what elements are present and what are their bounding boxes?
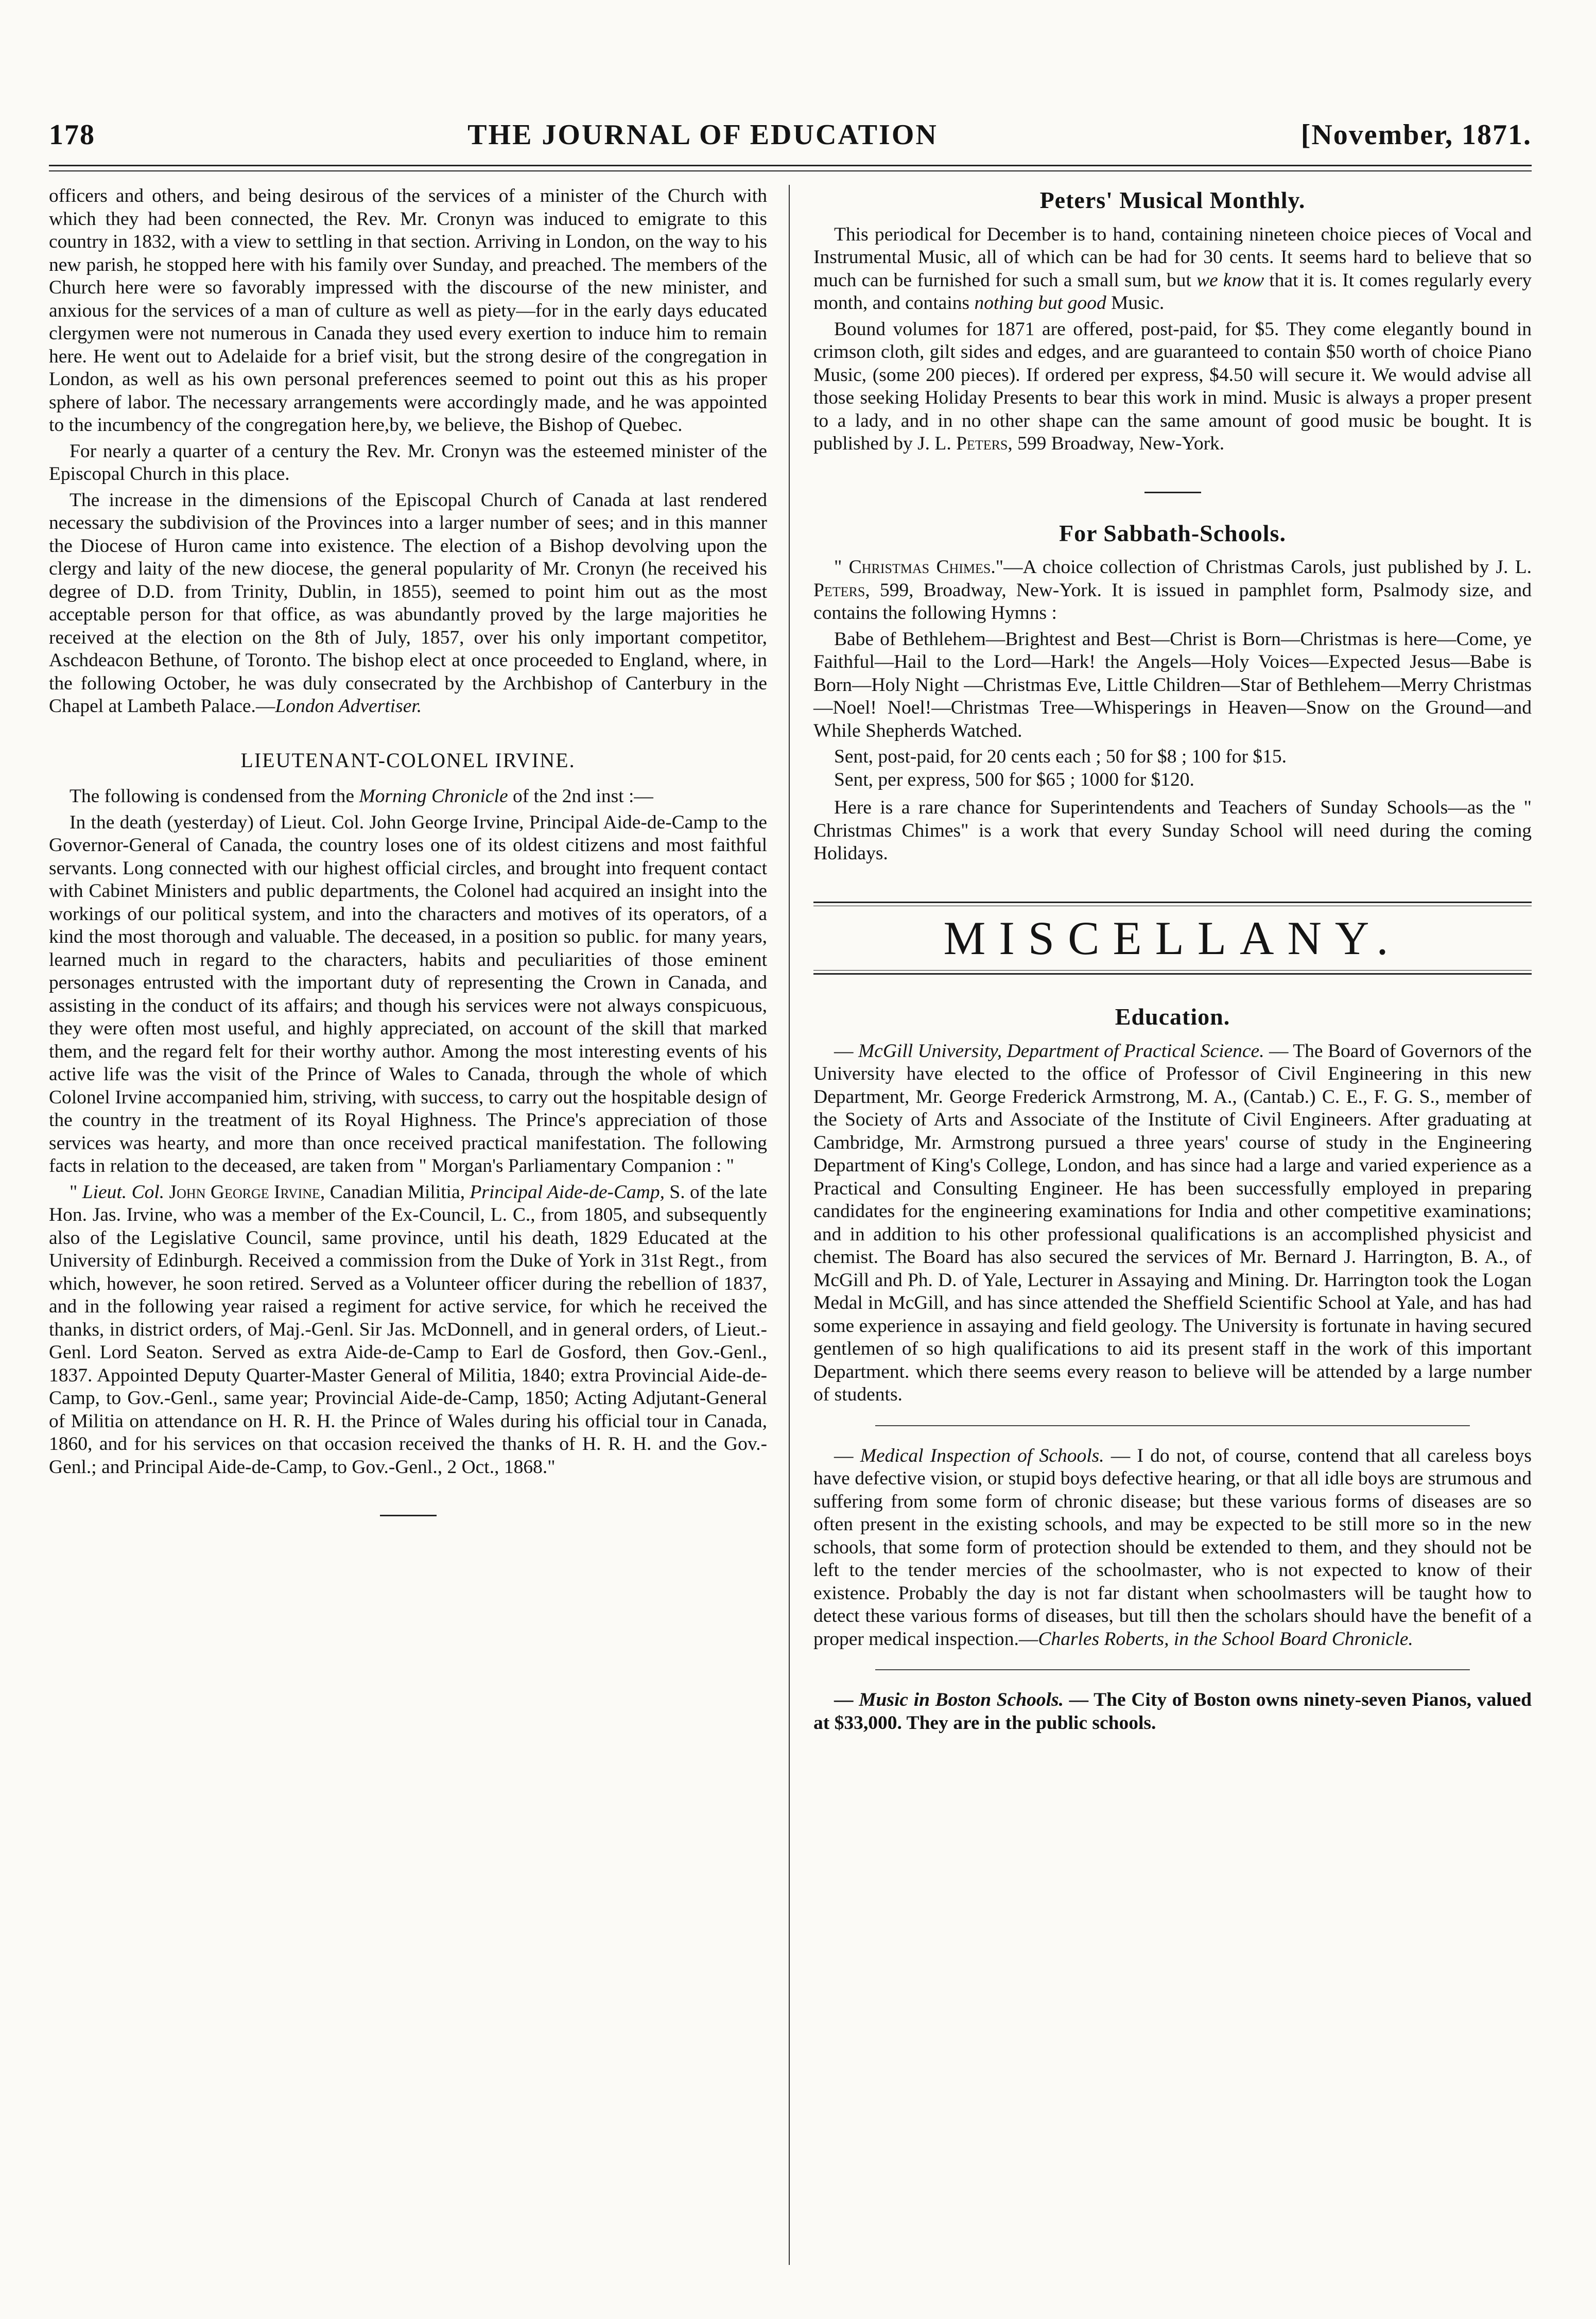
medical-title: Medical Inspection of Schools.	[860, 1445, 1104, 1466]
cronyn-paragraph-2: For nearly a quarter of a century the Rev. Mr. Cronyn was the esteemed minister of the Episcopal Church in this place.	[49, 440, 767, 484]
sabbath-hymn-list: Babe of Bethlehem—Brightest and Best—Christ is Born—Christmas is here—Come, ye Faithful—Hail to the Lord—Hark! the Angels—Holy Voices—Expected Jesus—Babe is Born—Holy Night —Christmas Eve, Little Children—Star of Bethlehem—Merry Christmas—Noel! Noel!—Christmas Tree—Whisperings in Heaven—Snow on the Ground—and While Shepherds Watched.	[813, 628, 1532, 741]
irvine-quote	[49, 1181, 767, 1479]
journal-title: THE JOURNAL OF EDUCATION	[467, 119, 938, 151]
irvine-quote-b: , Canadian Militia,	[320, 1181, 470, 1203]
sabbath-paragraph-1	[813, 556, 1532, 625]
sabbath-p1-b: ."—A choice collection of Christmas Carols, just published by J. L.	[991, 557, 1532, 578]
peters-p1-em2: nothing but good	[974, 292, 1106, 314]
boston-title: Music in Boston Schools.	[859, 1689, 1064, 1710]
irvine-intro-source: Morning Chronicle	[359, 786, 508, 807]
mcgill-body: — The Board of Governors of the University have elected to the office of Professor of Civil Engineering in this new Department, Mr. George Frederick Armstrong, M. A., (Cantab.) C. E., F. G. S., member of the Society of Arts and Associate of the Institute of Civil Engineers. After graduating at Cambridge, Mr. Armstrong pursued a three years' course of study in the Engineering Department of King's College, London, and has since had a large and varied experience as a Practical and Consulting Engineer. He has been successfully employed in preparing candidates for the engineering examinations for India and other competitive examinations; and in addition to his other professional qualifications is an accomplished physicist and chemist. The Board has also secured the services of Mr. Bernard J. Harrington, B. A., of McGill and Ph. D. of Yale, Lecturer in Assaying and Mining. Dr. Harrington took the Logan Medal in McGill, and has since attended the Sheffield Scientific School at Yale, and has had some experience in assaying and field geology. The University is fortunate in having secured gentlemen of so high qualifications to aid its present staff in the work of this important Department. which there seems every reason to believe will be attended by a large number of students.	[813, 1040, 1532, 1405]
miscellany-rule-bottom	[813, 970, 1532, 975]
miscellany-rule-top	[813, 902, 1532, 906]
mcgill-paragraph	[813, 1040, 1532, 1407]
sabbath-p1-c: , 599, Broadway, New-York. It is issued in pamphlet form, Psalmody size, and contains the following Hymns :	[813, 579, 1532, 624]
irvine-quote-name: John George Irvine	[164, 1181, 320, 1203]
cronyn-paragraph-1: officers and others, and being desirous of the services of a minister of the Church with which they had been connected, the Rev. Mr. Cronyn was induced to emigrate to this country in 1832, with a view to settling in that section. Arriving in London, on the way to his new parish, he stopped here with his family over Sunday, and preached. The members of the Church here were so favorably impressed with the discourse of the new minister, and anxious for the services of a man of culture as well as piety—for in the early days educated clergymen were not numerous in Canada they used every exertion to induce him to remain here. He went out to Adelaide for a brief visit, but the strong desire of the congregation in London, as well as his own personal preferences seemed to point out this as his proper sphere of labor. The necessary arrangements were accordingly made, and he was appointed to the incumbency of the congregation here,by, we believe, the Bishop of Quebec.	[49, 185, 767, 436]
header-rule	[49, 165, 1532, 171]
mcgill-title: McGill University, Department of Practical Science.	[858, 1040, 1264, 1062]
peters-p1-c: Music.	[1106, 292, 1165, 314]
peters-end-rule	[1144, 492, 1201, 493]
sabbath-p1-title: Christmas Chimes	[848, 557, 991, 578]
sabbath-heading: For Sabbath-Schools.	[1059, 520, 1286, 546]
sabbath-paragraph-3: Here is a rare chance for Superintendents and Teachers of Sunday Schools—as the " Christmas Chimes" is a work that every Sunday School will need during the coming Holidays.	[813, 797, 1532, 864]
peters-p1-em1: we know	[1196, 269, 1264, 291]
left-column	[49, 185, 767, 1738]
peters-p2-name: Peters	[956, 433, 1008, 454]
peters-heading: Peters' Musical Monthly.	[1039, 187, 1306, 213]
peters-p1-b: that it is. It comes regularly every month, and contains	[813, 269, 1532, 314]
irvine-paragraph-1: In the death (yesterday) of Lieut. Col. John George Irvine, Principal Aide-de-Camp to the Governor-General of Canada, the country loses one of its oldest citizens and most faithful servants. Long connected with our highest official circles, and brought into frequent contact with Cabinet Ministers and public departments, the Colonel had acquired an insight into the workings of our political system, and into the characters and motives of its operators, of a kind the most thorough and valuable. The deceased, in a position so public. for many years, learned much in regard to the characters, habits and peculiarities of those eminent personages entrusted with the important duty of representing the Crown in Canada, and assisting in the conduct of its affairs; and though his services were not always conspicuous, they were often most useful, and highly appreciated, on account of the skill that marked them, and the regard felt for their worthy author. Among the most interesting events of his active life was the visit of the Prince of Wales to Canada, through the whole of which Colonel Irvine accompanied him, striving, with success, to carry out the hospitable design of the country in the treatment of its Royal Highness. The Prince's appreciation of those services was hearty, and more than once received practical manifestation. The following facts in relation to the deceased, are taken from " Morgan's Parliamentary Companion : "	[49, 811, 767, 1176]
boston-dash: —	[834, 1689, 859, 1710]
peters-p2-a: Bound volumes for 1871 are offered, post-paid, for $5. They come elegantly bound in crimson cloth, gilt sides and edges, and are guaranteed to contain $50 worth of choice Piano Music, (some 200 pieces). If ordered per express, $4.50 will secure it. We would advise all those seeking Holiday Presents to bear this work in mind. Music is always a proper present to a lady, and in no other shape can the same amount of good music be bought. It is published by J. L.	[813, 318, 1532, 454]
page-header	[49, 118, 1532, 165]
sabbath-price-express: Sent, per express, 500 for $65 ; 1000 for $120.	[834, 769, 1194, 790]
mcgill-dash: —	[834, 1040, 858, 1062]
sabbath-price-post: Sent, post-paid, for 20 cents each ; 50 for $8 ; 100 for $15.	[834, 746, 1287, 767]
irvine-intro-a: The following is condensed from the	[70, 786, 359, 807]
peters-paragraph-1	[813, 223, 1532, 315]
column-divider	[789, 185, 790, 2265]
peters-paragraph-2	[813, 318, 1532, 456]
irvine-intro-b: of the 2nd inst :—	[508, 786, 653, 807]
issue-date: [November, 1871.	[1300, 119, 1532, 151]
irvine-quote-body: S. of the late Hon. Jas. Irvine, who was a member of the Ex-Council, L. C., from 1805, and subsequently also of the Legislative Council, same province, until his death, 1829 Educated at the University of Edinburgh. Received a commission from the Duke of York in 31st Regt., from which, however, he soon retired. Served as a Volunteer officer during the rebellion of 1837, and in the following year raised a regiment for active service, for which he received the thanks, in district orders, of Maj.-Genl. Sir Jas. McDonnell, and in general orders, of Lieut.-Genl. Lord Seaton. Served as extra Aide-de-Camp to Earl de Gosford, then Gov.-Genl., 1837. Appointed Deputy Quarter-Master General of Militia, 1840; extra Provincial Aide-de-Camp, to Gov.-Genl., same year; Provincial Aide-de-Camp, 1850; Acting Adjutant-General of Militia on attendance on H. R. H. the Prince of Wales during his official tour in Canada, 1860, and for his services on that occasion received the thanks of H. R. H. and the Gov.-Genl.; and Principal Aide-de-Camp, to Gov.-Genl., 2 Oct., 1868."	[49, 1181, 767, 1478]
irvine-quote-title: Lieut. Col.	[82, 1181, 165, 1203]
irvine-quote-open: "	[70, 1181, 82, 1203]
item-divider	[875, 1669, 1470, 1670]
irvine-intro	[49, 785, 767, 808]
right-column	[813, 185, 1532, 1738]
medical-paragraph	[813, 1445, 1532, 1651]
boston-body: — The City of Boston owns ninety-seven Pianos, valued at $33,000. They are in the public schools.	[813, 1689, 1532, 1734]
medical-body: — I do not, of course, contend that all careless boys have defective vision, or stupid boys defective hearing, or that all idle boys are strumous and suffering from some form of chronic disease; but these various forms of diseases are so often present in the existing schools, and may be expected to be still more so in the new schools, that some form of protection should be extended to them, and they should not be left to the tender mercies of the schoolmaster, who is not expected to know of their existence. Probably the day is not far distant when schoolmasters will be taught how to detect these various forms of diseases, but till then the scholars should have the benefit of a proper medical inspection.—	[813, 1445, 1532, 1650]
sabbath-prices	[813, 746, 1532, 791]
journal-page	[49, 118, 1532, 1738]
peters-p2-b: , 599 Broadway, New-York.	[1008, 433, 1225, 454]
irvine-heading: LIEUTENANT-COLONEL IRVINE.	[240, 748, 576, 772]
page-number: 178	[49, 119, 95, 151]
miscellany-title: MISCELLANY.	[943, 911, 1402, 964]
article-columns	[49, 185, 1532, 1738]
peters-p1-a: This periodical for December is to hand, containing nineteen choice pieces of Vocal and Instrumental Music, all of which can be had for 30 cents. It seems hard to believe that so much can be furnished for such a small sum, but	[813, 223, 1532, 291]
cronyn-paragraph-3-text: The increase in the dimensions of the Episcopal Church of Canada at last rendered necessary the subdivision of the Provinces into a larger number of sees; and in this manner the Diocese of Huron came into existence. The election of a Bishop devolving upon the clergy and laity of the new diocese, the general popularity of Mr. Cronyn (he received his degree of D.D. from Trinity, Dublin, in 1855), seemed to point him out as the most acceptable person for that office, as was abundantly proved by the large majorities he received at the election on the 8th of July, 1857, over his only important competitor, Aschdeacon Bethune, of Toronto. The bishop elect at once proceeded to England, where, in the following October, he was duly consecrated by the Archbishop of Canterbury in the Chapel at Lambeth Palace.—	[49, 489, 767, 717]
irvine-quote-role: Principal Aide-de-Camp,	[470, 1181, 665, 1203]
education-heading: Education.	[1115, 1003, 1230, 1030]
medical-dash: —	[834, 1445, 860, 1466]
sabbath-p1-a: "	[834, 557, 849, 578]
cronyn-source: London Advertiser.	[275, 696, 422, 717]
medical-source: Charles Roberts, in the School Board Chronicle.	[1038, 1628, 1413, 1650]
boston-paragraph	[813, 1689, 1532, 1735]
cronyn-paragraph-3	[49, 489, 767, 718]
sabbath-p1-name: Peters	[813, 579, 865, 601]
item-divider	[875, 1425, 1470, 1426]
left-end-rule	[380, 1515, 437, 1516]
